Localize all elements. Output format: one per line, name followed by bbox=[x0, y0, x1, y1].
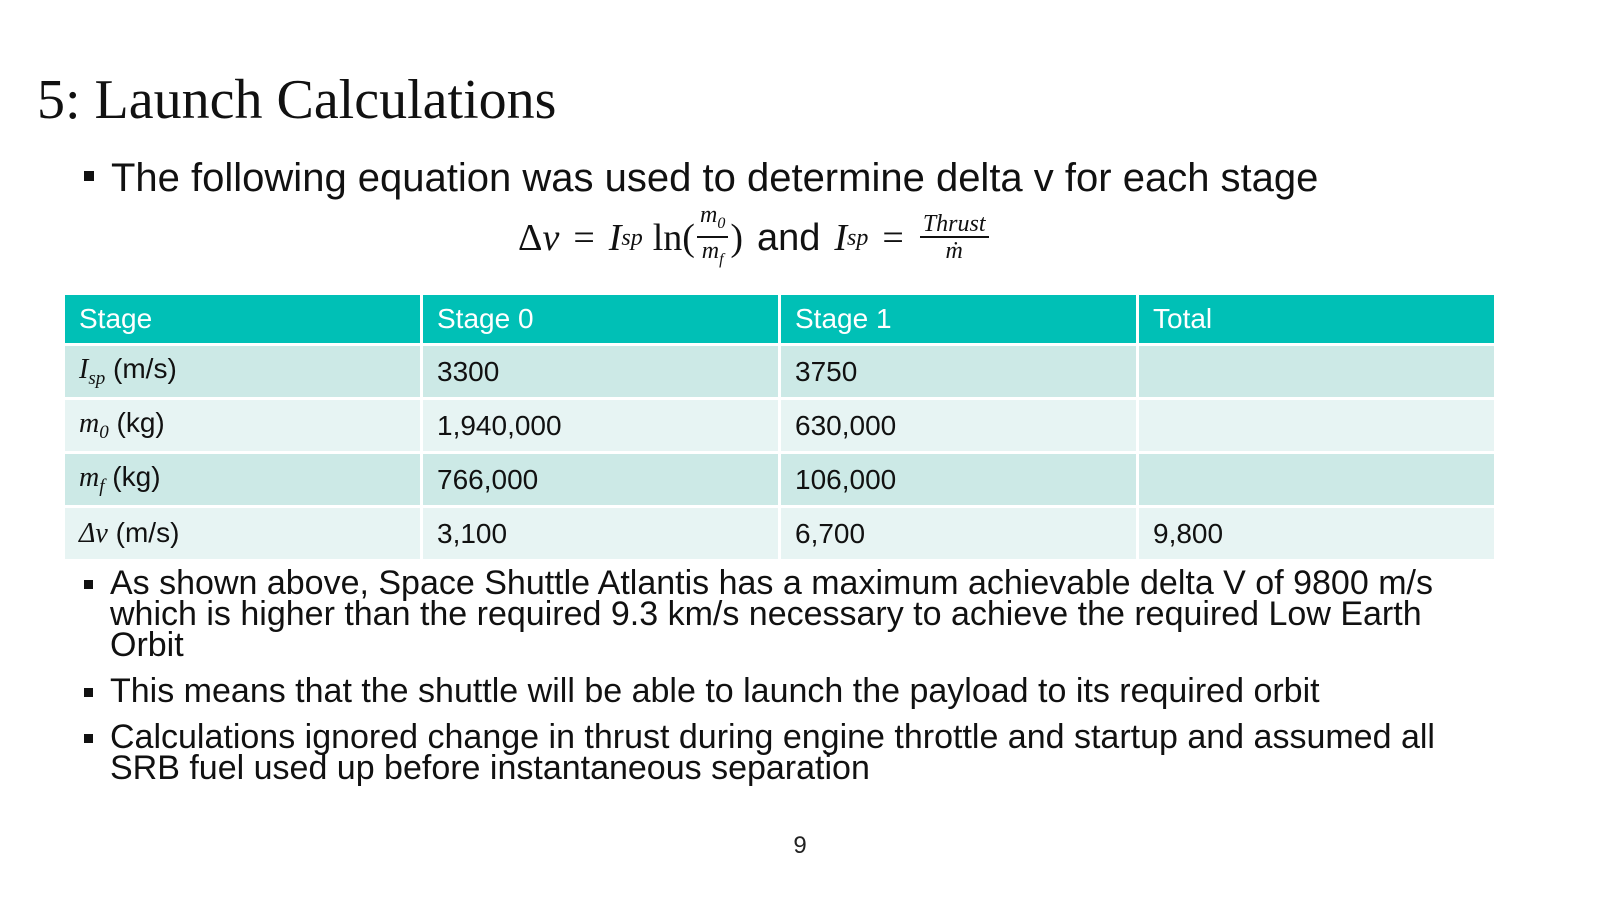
delta-v-equation bbox=[518, 202, 991, 268]
page-number: 9 bbox=[793, 832, 807, 859]
table-cell: 3750 bbox=[781, 346, 1136, 400]
note-text: This means that the shuttle will be able to launch the payload to its required orbit bbox=[110, 672, 1320, 710]
header-stage-0: Stage 0 bbox=[423, 295, 778, 346]
eq-m0: $m_0$ bbox=[697, 203, 728, 238]
note-text: Calculations ignored change in thrust during engine throttle and startup and assumed all SRB fuel used up before instantaneous separation bbox=[110, 718, 1435, 787]
table-cell: 9,800 bbox=[1139, 508, 1494, 562]
row-label-delta-v: Δv (m/s) bbox=[65, 508, 420, 562]
table-cell: 630,000 bbox=[781, 400, 1136, 454]
eq-equals-1: = bbox=[573, 217, 595, 259]
eq-v: v bbox=[542, 217, 560, 259]
header-total: Total bbox=[1139, 295, 1494, 346]
eq-delta: Δ bbox=[518, 217, 543, 259]
eq-equals-2: = bbox=[882, 217, 904, 259]
eq-ln: ln( bbox=[652, 217, 695, 259]
table-row-mf bbox=[65, 454, 1494, 508]
eq-isp-sub-1: sp bbox=[621, 224, 643, 251]
note-item bbox=[84, 672, 1504, 710]
eq-mf: $m_f$ bbox=[701, 238, 724, 268]
row-label-m0: $m_0$ (kg) bbox=[65, 400, 420, 454]
bullet-square-icon bbox=[84, 734, 93, 743]
eq-isp-1: I bbox=[608, 217, 622, 259]
note-item bbox=[84, 718, 1504, 787]
eq-close-paren: ) bbox=[730, 217, 743, 259]
table-cell: 3300 bbox=[423, 346, 778, 400]
table-row-isp bbox=[65, 346, 1494, 400]
notes-list bbox=[84, 564, 1504, 799]
slide-title: 5: Launch Calculations bbox=[37, 69, 557, 131]
table-cell bbox=[1139, 454, 1494, 508]
table-cell: 3,100 bbox=[423, 508, 778, 562]
bullet-square-icon bbox=[84, 580, 93, 589]
table-header-row bbox=[65, 295, 1494, 346]
table-cell: 106,000 bbox=[781, 454, 1136, 508]
header-stage: Stage bbox=[65, 295, 420, 346]
row-label-isp: $I_{sp}$ (m/s) bbox=[65, 346, 420, 400]
header-stage-1: Stage 1 bbox=[781, 295, 1136, 346]
stage-table bbox=[62, 295, 1497, 562]
eq-thrust-ratio bbox=[920, 212, 989, 264]
intro-bullet bbox=[84, 156, 1318, 201]
intro-bullet-text: The following equation was used to determine delta v for each stage bbox=[111, 156, 1319, 200]
table-cell: 1,940,000 bbox=[423, 400, 778, 454]
bullet-square-icon bbox=[84, 688, 93, 697]
note-item bbox=[84, 564, 1504, 664]
eq-mdot: ṁ bbox=[945, 238, 963, 264]
bullet-square-icon bbox=[84, 171, 94, 181]
table-cell bbox=[1139, 400, 1494, 454]
table-cell: 766,000 bbox=[423, 454, 778, 508]
table-cell: 6,700 bbox=[781, 508, 1136, 562]
note-text: As shown above, Space Shuttle Atlantis has a maximum achievable delta V of 9800 m/s which is higher than the required 9.3 km/s necessary to achieve the required Low Earth Orbit bbox=[110, 564, 1433, 664]
eq-thrust: Thrust bbox=[920, 212, 989, 238]
eq-mass-ratio bbox=[697, 203, 728, 273]
row-label-mf: $m_f$ (kg) bbox=[65, 454, 420, 508]
eq-isp-sub-2: sp bbox=[847, 224, 869, 251]
eq-and: and bbox=[756, 216, 821, 259]
table-cell bbox=[1139, 346, 1494, 400]
table-row-delta-v bbox=[65, 508, 1494, 562]
table-row-m0 bbox=[65, 400, 1494, 454]
eq-isp-2: I bbox=[834, 217, 848, 259]
